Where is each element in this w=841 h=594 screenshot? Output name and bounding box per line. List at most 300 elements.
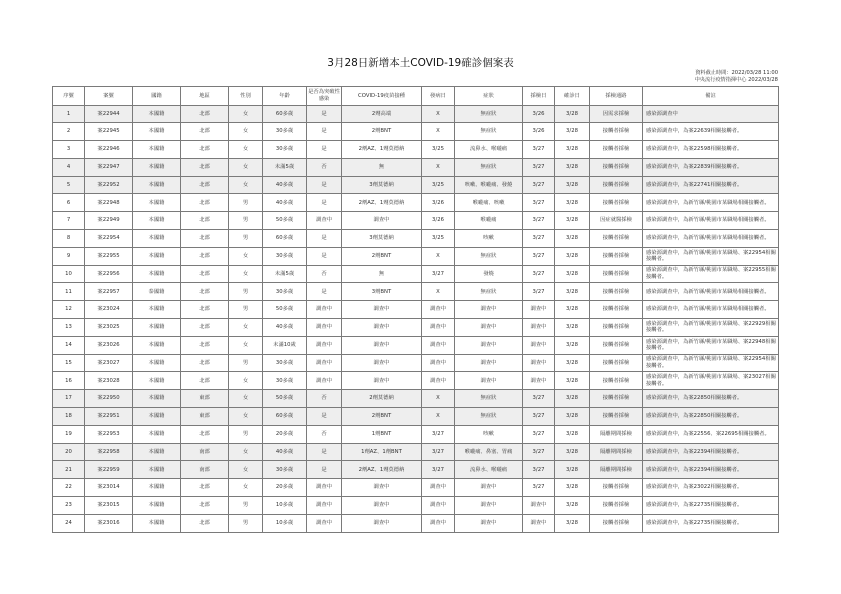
cell-case-id: 案23028: [85, 372, 133, 390]
cell-sex: 女: [229, 390, 263, 408]
cell-test-channel: 接觸者採檢: [590, 247, 643, 265]
cell-breakthrough: 調查中: [307, 372, 342, 390]
cell-region: 北部: [181, 479, 229, 497]
cell-symptom: 調查中: [455, 497, 523, 515]
col-header-case: 案號: [85, 87, 133, 106]
cell-vaccine: 2劑AZ、1劑莫德納: [342, 141, 422, 159]
cell-note: 感染源調查中，為案22735相關接觸者。: [643, 514, 779, 532]
cell-onset-date: 調查中: [422, 497, 455, 515]
col-header-age: 年齡: [263, 87, 307, 106]
cell-sex: 男: [229, 283, 263, 301]
cell-sex: 女: [229, 141, 263, 159]
cell-age: 40多歲: [263, 443, 307, 461]
table-row: [53, 230, 779, 248]
cell-vaccine: 1劑BNT: [342, 425, 422, 443]
cell-case-no: 13: [53, 319, 85, 337]
cell-symptom: 無症狀: [455, 123, 523, 141]
cell-sex: 女: [229, 319, 263, 337]
cell-vaccine: 2劑AZ、1劑莫德納: [342, 194, 422, 212]
table-row: [53, 158, 779, 176]
cell-test-channel: 接觸者採檢: [590, 372, 643, 390]
cell-case-no: 8: [53, 230, 85, 248]
cell-breakthrough: 是: [307, 123, 342, 141]
cell-sample-date: 調查中: [523, 354, 555, 372]
cell-sex: 女: [229, 105, 263, 123]
cell-case-id: 案22953: [85, 425, 133, 443]
table-row: [53, 390, 779, 408]
cell-sample-date: 3/27: [523, 390, 555, 408]
cell-case-no: 9: [53, 247, 85, 265]
cell-sex: 男: [229, 194, 263, 212]
table-row: [53, 176, 779, 194]
cell-sample-date: 調查中: [523, 336, 555, 354]
cell-sex: 女: [229, 158, 263, 176]
table-row: [53, 461, 779, 479]
cell-vaccine: 調查中: [342, 319, 422, 337]
cell-case-no: 23: [53, 497, 85, 515]
cell-vaccine: 2劑莫德納: [342, 390, 422, 408]
cell-symptom: 調查中: [455, 301, 523, 319]
cell-symptom: 調查中: [455, 319, 523, 337]
cell-case-id: 案23027: [85, 354, 133, 372]
cell-confirm-date: 3/28: [555, 265, 590, 283]
cell-confirm-date: 3/28: [555, 497, 590, 515]
cell-nationality: 本國籍: [133, 479, 181, 497]
cell-age: 30多歲: [263, 247, 307, 265]
cell-confirm-date: 3/28: [555, 176, 590, 194]
cell-note: 感染源調查中，為案22394相關接觸者。: [643, 461, 779, 479]
cell-confirm-date: 3/28: [555, 283, 590, 301]
cell-case-id: 案22952: [85, 176, 133, 194]
cell-sample-date: 調查中: [523, 514, 555, 532]
cell-test-channel: 接觸者採檢: [590, 354, 643, 372]
cell-vaccine: 調查中: [342, 497, 422, 515]
cell-age: 50多歲: [263, 390, 307, 408]
cell-nationality: 本國籍: [133, 247, 181, 265]
cell-breakthrough: 調查中: [307, 301, 342, 319]
cell-test-channel: 隔離期間採檢: [590, 461, 643, 479]
cell-breakthrough: 否: [307, 425, 342, 443]
cell-case-id: 案22956: [85, 265, 133, 283]
cell-case-no: 15: [53, 354, 85, 372]
cell-nationality: 本國籍: [133, 301, 181, 319]
cell-sample-date: 3/26: [523, 123, 555, 141]
cell-breakthrough: 調查中: [307, 479, 342, 497]
cell-vaccine: 2劑AZ、1劑莫德納: [342, 461, 422, 479]
cell-symptom: 發燒: [455, 265, 523, 283]
cell-sex: 女: [229, 176, 263, 194]
cell-sample-date: 3/27: [523, 230, 555, 248]
cell-case-id: 案23016: [85, 514, 133, 532]
table-row: [53, 497, 779, 515]
cell-symptom: 咳嗽、喉嚨痛、發燒: [455, 176, 523, 194]
col-header-region: 地區: [181, 87, 229, 106]
cell-case-id: 案22957: [85, 283, 133, 301]
cell-note: 感染源調查中: [643, 105, 779, 123]
cell-region: 北部: [181, 212, 229, 230]
cell-case-no: 10: [53, 265, 85, 283]
table-row: [53, 372, 779, 390]
cell-nationality: 本國籍: [133, 372, 181, 390]
cell-breakthrough: 是: [307, 230, 342, 248]
cell-confirm-date: 3/28: [555, 319, 590, 337]
cell-vaccine: 調查中: [342, 372, 422, 390]
cell-sample-date: 調查中: [523, 301, 555, 319]
cell-case-no: 1: [53, 105, 85, 123]
cell-note: 感染源調查中，為新竹縣/桃園市某職場、案22955相關接觸者。: [643, 265, 779, 283]
cell-test-channel: 接觸者採檢: [590, 141, 643, 159]
cell-onset-date: 調查中: [422, 514, 455, 532]
cell-sample-date: 調查中: [523, 372, 555, 390]
col-header-sample-date: 採檢日: [523, 87, 555, 106]
cell-age: 60多歲: [263, 230, 307, 248]
cell-confirm-date: 3/28: [555, 514, 590, 532]
cell-onset-date: X: [422, 390, 455, 408]
cell-case-id: 案23024: [85, 301, 133, 319]
cell-onset-date: X: [422, 158, 455, 176]
cell-vaccine: 3劑莫德納: [342, 176, 422, 194]
cell-vaccine: 調查中: [342, 336, 422, 354]
cell-vaccine: 無: [342, 158, 422, 176]
cell-region: 北部: [181, 425, 229, 443]
cell-case-id: 案22951: [85, 408, 133, 426]
table-row: [53, 319, 779, 337]
cell-confirm-date: 3/28: [555, 372, 590, 390]
col-header-vaccine: COVID-19疫苗接種: [342, 87, 422, 106]
table-row: [53, 514, 779, 532]
cell-breakthrough: 是: [307, 194, 342, 212]
cell-vaccine: 2劑BNT: [342, 408, 422, 426]
col-header-symptom: 症狀: [455, 87, 523, 106]
cell-case-id: 案22958: [85, 443, 133, 461]
cell-sample-date: 3/27: [523, 176, 555, 194]
cell-onset-date: 調查中: [422, 354, 455, 372]
table-row: [53, 123, 779, 141]
cell-note: 感染源調查中，為案22741相關接觸者。: [643, 176, 779, 194]
cell-test-channel: 接觸者採檢: [590, 479, 643, 497]
cell-sex: 女: [229, 408, 263, 426]
cell-symptom: 無症狀: [455, 105, 523, 123]
cell-breakthrough: 否: [307, 265, 342, 283]
cell-sample-date: 3/26: [523, 105, 555, 123]
cell-sex: 男: [229, 212, 263, 230]
cell-nationality: 本國籍: [133, 158, 181, 176]
cell-region: 北部: [181, 319, 229, 337]
cell-nationality: 本國籍: [133, 497, 181, 515]
cell-breakthrough: 是: [307, 461, 342, 479]
cell-confirm-date: 3/28: [555, 230, 590, 248]
cell-sex: 男: [229, 425, 263, 443]
cell-note: 感染源調查中，為新竹縣/桃園市某職場、案22948相關接觸者。: [643, 336, 779, 354]
cell-onset-date: 3/25: [422, 141, 455, 159]
cell-confirm-date: 3/28: [555, 158, 590, 176]
cell-case-id: 案22944: [85, 105, 133, 123]
cell-region: 北部: [181, 105, 229, 123]
cell-region: 北部: [181, 158, 229, 176]
cell-sample-date: 3/27: [523, 479, 555, 497]
cell-sample-date: 調查中: [523, 497, 555, 515]
cell-symptom: 咳嗽: [455, 425, 523, 443]
cell-age: 50多歲: [263, 301, 307, 319]
cell-symptom: 調查中: [455, 514, 523, 532]
cell-age: 60多歲: [263, 105, 307, 123]
cell-sex: 男: [229, 497, 263, 515]
cell-nationality: 泰國籍: [133, 283, 181, 301]
cell-region: 北部: [181, 123, 229, 141]
cell-note: 感染源調查中，為新竹縣/桃園市某職場、案22954相關接觸者。: [643, 247, 779, 265]
cell-note: 感染源調查中，為案22839相關接觸者。: [643, 158, 779, 176]
cell-test-channel: 隔離期間採檢: [590, 443, 643, 461]
cell-age: 未滿5歲: [263, 265, 307, 283]
cell-onset-date: X: [422, 283, 455, 301]
cell-nationality: 本國籍: [133, 443, 181, 461]
cell-symptom: 調查中: [455, 479, 523, 497]
cell-breakthrough: 調查中: [307, 212, 342, 230]
cell-sample-date: 3/27: [523, 425, 555, 443]
report-source: 中央流行疫情指揮中心 2022/03/28: [694, 76, 778, 83]
cell-breakthrough: 調查中: [307, 497, 342, 515]
cell-note: 感染源調查中，為新竹縣/桃園市某職場相關接觸者。: [643, 283, 779, 301]
cell-region: 北部: [181, 247, 229, 265]
cell-nationality: 本國籍: [133, 425, 181, 443]
cell-breakthrough: 是: [307, 105, 342, 123]
cell-test-channel: 接觸者採檢: [590, 265, 643, 283]
cell-age: 30多歲: [263, 461, 307, 479]
cell-sample-date: 3/27: [523, 443, 555, 461]
cell-vaccine: 調查中: [342, 301, 422, 319]
cell-region: 北部: [181, 372, 229, 390]
cell-case-id: 案22950: [85, 390, 133, 408]
cell-age: 20多歲: [263, 479, 307, 497]
cell-sample-date: 3/27: [523, 408, 555, 426]
cell-breakthrough: 調查中: [307, 514, 342, 532]
cell-case-no: 6: [53, 194, 85, 212]
cell-vaccine: 調查中: [342, 354, 422, 372]
cell-nationality: 本國籍: [133, 514, 181, 532]
cell-breakthrough: 調查中: [307, 336, 342, 354]
col-header-sex: 性別: [229, 87, 263, 106]
table-row: [53, 194, 779, 212]
col-header-breakthrough: 是否為突破性感染: [307, 87, 342, 106]
table-row: [53, 354, 779, 372]
cell-region: 北部: [181, 354, 229, 372]
cell-sample-date: 3/27: [523, 265, 555, 283]
cell-symptom: 喉嚨痛: [455, 212, 523, 230]
cell-region: 南部: [181, 443, 229, 461]
cell-test-channel: 接觸者採檢: [590, 514, 643, 532]
cell-test-channel: 接觸者採檢: [590, 158, 643, 176]
cell-onset-date: 3/27: [422, 443, 455, 461]
cell-confirm-date: 3/28: [555, 301, 590, 319]
cell-symptom: 無症狀: [455, 247, 523, 265]
cell-sample-date: 3/27: [523, 194, 555, 212]
cell-case-id: 案22945: [85, 123, 133, 141]
cell-onset-date: X: [422, 123, 455, 141]
cell-confirm-date: 3/28: [555, 105, 590, 123]
cell-case-no: 14: [53, 336, 85, 354]
cell-sample-date: 3/27: [523, 212, 555, 230]
table-row: [53, 301, 779, 319]
cell-sample-date: 3/27: [523, 158, 555, 176]
cell-symptom: 喉嚨痛、咳嗽: [455, 194, 523, 212]
cell-vaccine: 3劑莫德納: [342, 230, 422, 248]
cell-age: 30多歲: [263, 123, 307, 141]
cell-sample-date: 調查中: [523, 319, 555, 337]
cell-confirm-date: 3/28: [555, 336, 590, 354]
cell-sex: 女: [229, 336, 263, 354]
cell-breakthrough: 是: [307, 247, 342, 265]
cell-breakthrough: 否: [307, 158, 342, 176]
cell-onset-date: X: [422, 105, 455, 123]
cell-onset-date: 調查中: [422, 479, 455, 497]
cell-sex: 男: [229, 354, 263, 372]
cell-region: 北部: [181, 230, 229, 248]
col-header-note: 備註: [643, 87, 779, 106]
cell-confirm-date: 3/28: [555, 212, 590, 230]
cell-test-channel: 接觸者採檢: [590, 497, 643, 515]
cell-case-no: 18: [53, 408, 85, 426]
cell-vaccine: 2劑BNT: [342, 247, 422, 265]
table-row: [53, 247, 779, 265]
cell-onset-date: 3/27: [422, 461, 455, 479]
cell-confirm-date: 3/28: [555, 443, 590, 461]
cell-sample-date: 3/27: [523, 283, 555, 301]
cell-symptom: 流鼻水、喉嚨痛: [455, 461, 523, 479]
cell-region: 北部: [181, 497, 229, 515]
cell-breakthrough: 是: [307, 283, 342, 301]
cell-region: 北部: [181, 141, 229, 159]
table-row: [53, 283, 779, 301]
cell-note: 感染源調查中，為案23022相關接觸者。: [643, 479, 779, 497]
cell-sex: 女: [229, 265, 263, 283]
cell-onset-date: 3/26: [422, 194, 455, 212]
cell-case-no: 22: [53, 479, 85, 497]
cell-case-no: 5: [53, 176, 85, 194]
table-row: [53, 212, 779, 230]
cell-sex: 女: [229, 123, 263, 141]
cell-note: 感染源調查中，為新竹縣/桃園市某職場相關接觸者。: [643, 230, 779, 248]
cell-nationality: 本國籍: [133, 212, 181, 230]
cell-confirm-date: 3/28: [555, 247, 590, 265]
cell-note: 感染源調查中，為案22850相關接觸者。: [643, 408, 779, 426]
cell-nationality: 本國籍: [133, 461, 181, 479]
cell-region: 東部: [181, 408, 229, 426]
cell-note: 感染源調查中，為新竹縣/桃園市某職場相關接觸者。: [643, 194, 779, 212]
cell-nationality: 本國籍: [133, 176, 181, 194]
cell-nationality: 本國籍: [133, 354, 181, 372]
table-row: [53, 105, 779, 123]
cell-case-no: 7: [53, 212, 85, 230]
table-row: [53, 141, 779, 159]
cell-age: 未滿10歲: [263, 336, 307, 354]
cell-onset-date: X: [422, 247, 455, 265]
cell-breakthrough: 調查中: [307, 354, 342, 372]
cell-case-id: 案22947: [85, 158, 133, 176]
cell-note: 感染源調查中，為新竹縣/桃園市某職場、案23027相關接觸者。: [643, 372, 779, 390]
cell-sex: 女: [229, 479, 263, 497]
cell-confirm-date: 3/28: [555, 479, 590, 497]
col-header-no: 序號: [53, 87, 85, 106]
cell-nationality: 本國籍: [133, 390, 181, 408]
cell-age: 30多歲: [263, 372, 307, 390]
cell-age: 10多歲: [263, 514, 307, 532]
cell-vaccine: 調查中: [342, 479, 422, 497]
table-row: [53, 479, 779, 497]
cell-confirm-date: 3/28: [555, 461, 590, 479]
cell-case-no: 11: [53, 283, 85, 301]
cell-age: 30多歲: [263, 283, 307, 301]
cell-confirm-date: 3/28: [555, 425, 590, 443]
cell-confirm-date: 3/28: [555, 408, 590, 426]
cell-sex: 男: [229, 514, 263, 532]
cell-region: 北部: [181, 336, 229, 354]
cell-nationality: 本國籍: [133, 105, 181, 123]
cell-onset-date: X: [422, 408, 455, 426]
cell-nationality: 本國籍: [133, 265, 181, 283]
cell-confirm-date: 3/28: [555, 194, 590, 212]
col-header-onset: 發病日: [422, 87, 455, 106]
cell-age: 20多歲: [263, 425, 307, 443]
cell-age: 10多歲: [263, 497, 307, 515]
cell-region: 北部: [181, 194, 229, 212]
cell-sex: 女: [229, 461, 263, 479]
cell-case-id: 案22959: [85, 461, 133, 479]
cell-sex: 男: [229, 230, 263, 248]
cell-age: 40多歲: [263, 319, 307, 337]
cell-nationality: 本國籍: [133, 123, 181, 141]
cell-case-no: 4: [53, 158, 85, 176]
cell-case-id: 案23014: [85, 479, 133, 497]
cell-confirm-date: 3/28: [555, 390, 590, 408]
cell-test-channel: 接觸者採檢: [590, 336, 643, 354]
cell-region: 東部: [181, 390, 229, 408]
cell-sex: 女: [229, 247, 263, 265]
cell-case-no: 19: [53, 425, 85, 443]
cell-symptom: 無症狀: [455, 283, 523, 301]
cell-nationality: 本國籍: [133, 336, 181, 354]
cell-case-no: 21: [53, 461, 85, 479]
cell-age: 40多歲: [263, 176, 307, 194]
cell-confirm-date: 3/28: [555, 123, 590, 141]
cell-sample-date: 3/27: [523, 141, 555, 159]
cell-age: 60多歲: [263, 408, 307, 426]
cell-test-channel: 接觸者採檢: [590, 230, 643, 248]
cell-test-channel: 因需求採檢: [590, 105, 643, 123]
cell-test-channel: 接觸者採檢: [590, 319, 643, 337]
cell-onset-date: 3/27: [422, 265, 455, 283]
cell-case-id: 案22946: [85, 141, 133, 159]
cell-case-no: 17: [53, 390, 85, 408]
case-table-body: [53, 105, 779, 532]
cell-note: 感染源調查中，為案22394相關接觸者。: [643, 443, 779, 461]
report-meta: [695, 70, 778, 83]
table-row: [53, 443, 779, 461]
cell-nationality: 本國籍: [133, 230, 181, 248]
cell-nationality: 本國籍: [133, 408, 181, 426]
cell-age: 30多歲: [263, 141, 307, 159]
cell-onset-date: 調查中: [422, 301, 455, 319]
cell-age: 未滿5歲: [263, 158, 307, 176]
cell-onset-date: 3/25: [422, 230, 455, 248]
cell-breakthrough: 否: [307, 390, 342, 408]
cell-confirm-date: 3/28: [555, 141, 590, 159]
cell-breakthrough: 是: [307, 408, 342, 426]
cell-breakthrough: 是: [307, 176, 342, 194]
cell-test-channel: 接觸者採檢: [590, 176, 643, 194]
cell-age: 50多歲: [263, 212, 307, 230]
cell-note: 感染源調查中，為案22639相關接觸者。: [643, 123, 779, 141]
cell-sample-date: 3/27: [523, 247, 555, 265]
